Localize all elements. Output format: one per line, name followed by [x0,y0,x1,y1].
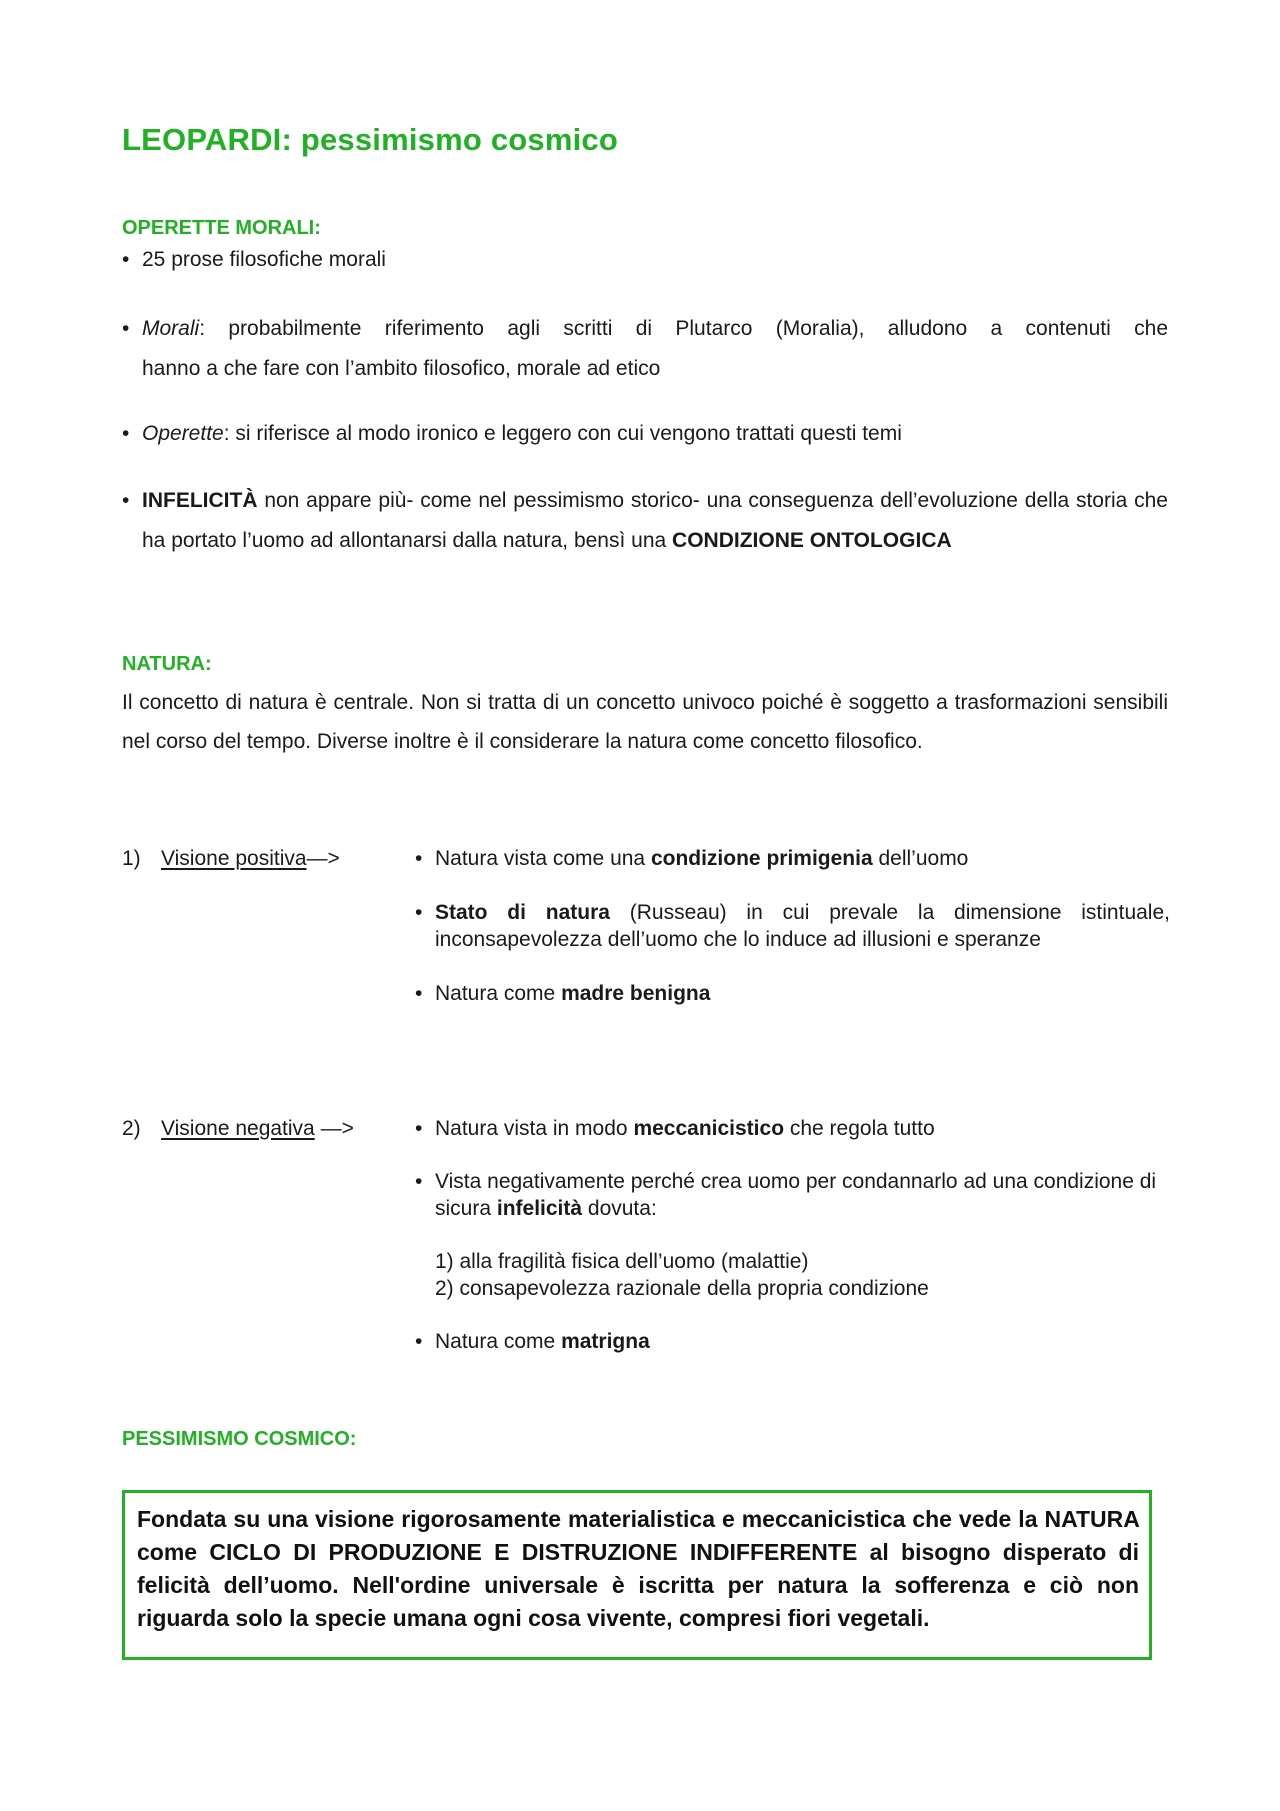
bullet-text: 25 prose filosofiche morali [142,248,386,271]
list-item [122,240,1168,280]
bullet-icon: • [415,1330,423,1353]
title-main: LEOPARDI: [122,122,292,157]
list-item: • Stato di natura (Russeau) in cui prevale la dimensione istintuale, inconsapevolezza dell’uomo che lo induce ad illusioni e speranze [415,901,1170,951]
bullet-text: INFELICITÀ non appare più- come nel pessimismo storico- una conseguenza dell’evoluzione della storia che ha portato l’uomo ad allontanarsi dalla natura, bensì una CONDIZIONE ONTOLOGICA [142,489,1168,552]
heading-operette-morali: OPERETTE MORALI: [122,217,321,239]
reasons-list [435,1248,1170,1302]
title-rest: pessimismo cosmico [300,122,619,157]
visione-positiva-label: 1) Visione positiva—> [122,847,340,870]
emphasis: Operette [142,422,224,445]
bullet-icon: • [122,317,130,340]
reason-item: 2) consapevolezza razionale della propria condizione [435,1277,929,1300]
heading-pessimismo-cosmico: PESSIMISMO COSMICO: [122,1428,357,1450]
bullet-icon: • [415,982,423,1005]
bullet-text: Morali: probabilmente riferimento agli scritti di Plutarco (Moralia), alludono a contenuti che hanno a che fare con l’ambito filosofico, morale ad etico [142,317,1168,380]
bullet-icon: • [122,489,130,512]
visione-negativa-label: 2) Visione negativa —> [122,1117,354,1140]
list-item [122,481,1168,561]
list-item: • Natura vista in modo meccanicistico che regola tutto [415,1117,935,1140]
list-item [122,414,1168,454]
natura-intro: Il concetto di natura è centrale. Non si tratta di un concetto univoco poiché è soggetto a trasformazioni sensibili nel corso del tempo. Diverse inoltre è il considerare la natura come concetto filosofico. [122,691,1168,753]
page-title [122,122,618,158]
pessimismo-cosmico-box [122,1490,1152,1660]
bullet-text: Operette: si riferisce al modo ironico e leggero con cui vengono trattati questi temi [142,422,902,445]
bullet-icon: • [415,1117,423,1140]
list-item: • Natura come matrigna [415,1330,650,1353]
list-item: • Natura vista come una condizione primigenia dell’uomo [415,847,969,870]
list-item: • Natura come madre benigna [415,982,711,1005]
box-text: Fondata su una visione rigorosamente materialistica e meccanicistica che vede la NATURA come CICLO DI PRODUZIONE E DISTRUZIONE INDIFFERENTE al bisogno disperato di felicità dell’uomo. Nell'ordine universale è iscritta per natura la sofferenza e ciò non riguarda solo la specie umana ogni cosa vivente, compresi fiori vegetali. [137,1506,1139,1631]
bullet-icon: • [415,901,423,924]
heading-natura: NATURA: [122,653,212,675]
list-item: • Vista negativamente perché crea uomo per condannarlo ad una condizione di sicura infelicità dovuta: [415,1170,1157,1220]
bullet-icon: • [122,422,130,445]
bullet-icon: • [415,1170,423,1193]
bullet-icon: • [415,847,423,870]
list-item [122,309,1168,389]
reason-item: 1) alla fragilità fisica dell’uomo (malattie) [435,1250,809,1273]
emphasis: Morali [142,317,200,340]
bullet-icon: • [122,248,130,271]
